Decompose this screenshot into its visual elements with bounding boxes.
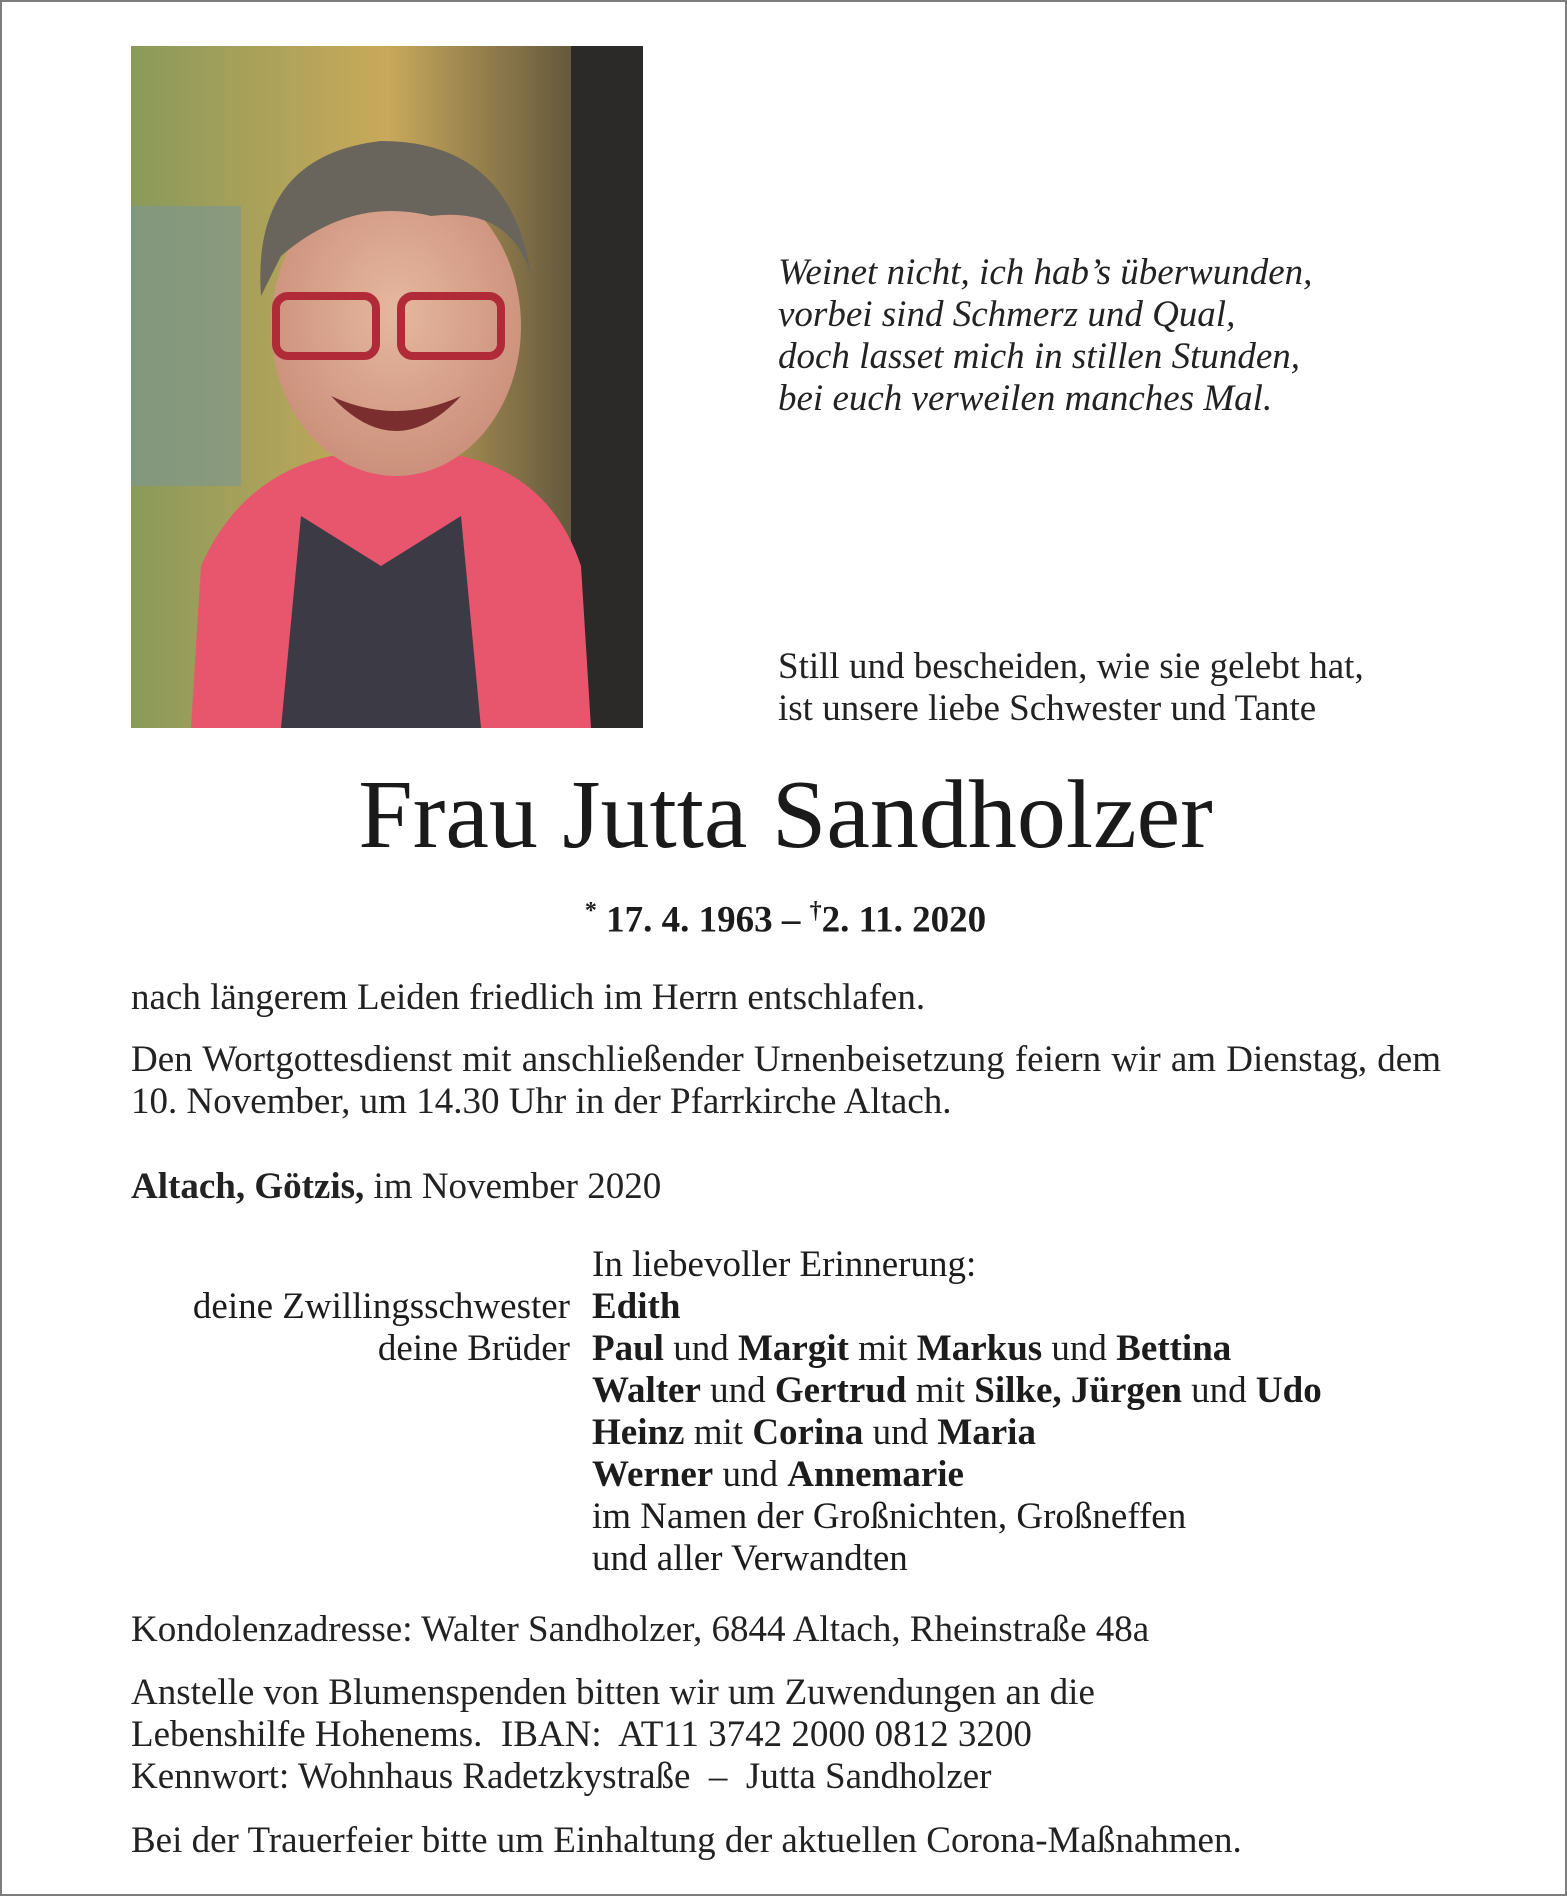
closing-line: im Namen der Großnichten, Großneffen	[592, 1496, 1187, 1537]
death-symbol: †	[809, 898, 822, 924]
family-member-name: Silke, Jürgen	[974, 1370, 1182, 1411]
birth-symbol: *	[584, 898, 597, 924]
birth-date: 17. 4. 1963	[606, 899, 773, 941]
family-connector: mit	[684, 1412, 753, 1453]
death-date: 2. 11. 2020	[821, 899, 987, 941]
family-row-wrap	[2, 1454, 1567, 1496]
family-member-name: Udo	[1255, 1370, 1322, 1411]
family-member-name: Markus	[916, 1328, 1043, 1369]
family-connector: und	[663, 1328, 738, 1369]
verse-line: vorbei sind Schmerz und Qual,	[778, 294, 1236, 335]
verse-line: bei euch verweilen manches Mal.	[778, 378, 1273, 419]
twin-name: Edith	[592, 1286, 681, 1327]
brothers-label: deine Brüder	[377, 1328, 570, 1369]
photo-chair	[131, 206, 241, 486]
intro-line: ist unsere liebe Schwester und Tante	[778, 688, 1317, 729]
family-member-name: Heinz	[592, 1412, 685, 1453]
place-date	[131, 1166, 1441, 1208]
family-row	[592, 1412, 1036, 1454]
twin-label: deine Zwillingsschwester	[192, 1286, 570, 1327]
closing-row	[2, 1496, 1567, 1538]
signoff-heading: In liebevoller Erinnerung:	[592, 1244, 977, 1285]
family-connector: und	[1042, 1328, 1117, 1369]
deceased-name: Frau Jutta Sandholzer	[358, 761, 1213, 869]
family-member-name: Paul	[592, 1328, 664, 1369]
portrait-photo	[131, 46, 643, 728]
family-signoff	[2, 1244, 1567, 1580]
verse-line: doch lasset mich in stillen Stunden,	[778, 336, 1301, 377]
donation-line: Kennwort: Wohnhaus Radetzkystraße – Jutta Sandholzer	[131, 1756, 992, 1797]
condolence-address: Kondolenzadresse: Walter Sandholzer, 6844 Altach, Rheinstraße 48a	[131, 1609, 1150, 1650]
family-member-name: Margit	[737, 1328, 849, 1369]
family-connector: und	[713, 1454, 788, 1495]
service-text: Den Wortgottesdienst mit anschließender Urnenbeisetzung feiern wir am Dienstag, dem 10. November, um 14.30 Uhr in der Pfarrkirche Altach.	[131, 1039, 1441, 1122]
family-row	[592, 1370, 1322, 1412]
passed-text: nach längerem Leiden friedlich im Herrn entschlafen.	[131, 977, 926, 1018]
verse-poem	[778, 252, 1518, 420]
donation-line: Lebenshilfe Hohenems. IBAN: AT11 3742 2000 0812 3200	[131, 1714, 1032, 1755]
brothers-row	[2, 1328, 1567, 1370]
family-connector: und	[863, 1412, 938, 1453]
family-member-name: Corina	[752, 1412, 864, 1453]
place-month: im November 2020	[364, 1166, 662, 1207]
family-member-name: Werner	[592, 1454, 714, 1495]
family-row	[592, 1328, 1231, 1370]
family-connector: mit	[848, 1328, 917, 1369]
corona-note: Bei der Trauerfeier bitte um Einhaltung der aktuellen Corona-Maßnahmen.	[131, 1820, 1242, 1861]
family-member-name: Walter	[592, 1370, 701, 1411]
portrait-photo-graphic	[131, 46, 643, 728]
life-dates	[2, 887, 1567, 944]
twin-row	[2, 1286, 1567, 1328]
family-connector: mit	[906, 1370, 975, 1411]
family-connector: und	[1181, 1370, 1256, 1411]
donation-note	[131, 1672, 1441, 1798]
family-connector: und	[700, 1370, 775, 1411]
verse-line: Weinet nicht, ich hab’s überwunden,	[778, 252, 1313, 293]
family-row-wrap	[2, 1412, 1567, 1454]
closing-line: und aller Verwandten	[592, 1538, 908, 1579]
family-member-name: Maria	[937, 1412, 1036, 1453]
intro-line: Still und bescheiden, wie sie gelebt hat,	[778, 646, 1364, 687]
intro-text	[778, 646, 1538, 730]
place-names: Altach, Götzis,	[131, 1166, 365, 1207]
family-row-wrap	[2, 1370, 1567, 1412]
donation-line: Anstelle von Blumenspenden bitten wir um Zuwendungen an die	[131, 1672, 1095, 1713]
twin-name-wrap	[592, 1286, 680, 1328]
family-member-name: Gertrud	[774, 1370, 907, 1411]
family-row	[592, 1454, 964, 1496]
signoff-heading-row	[2, 1244, 1567, 1286]
family-member-name: Bettina	[1116, 1328, 1232, 1369]
closing-row	[2, 1538, 1567, 1580]
date-separator: –	[781, 899, 801, 941]
family-member-name: Annemarie	[787, 1454, 964, 1495]
